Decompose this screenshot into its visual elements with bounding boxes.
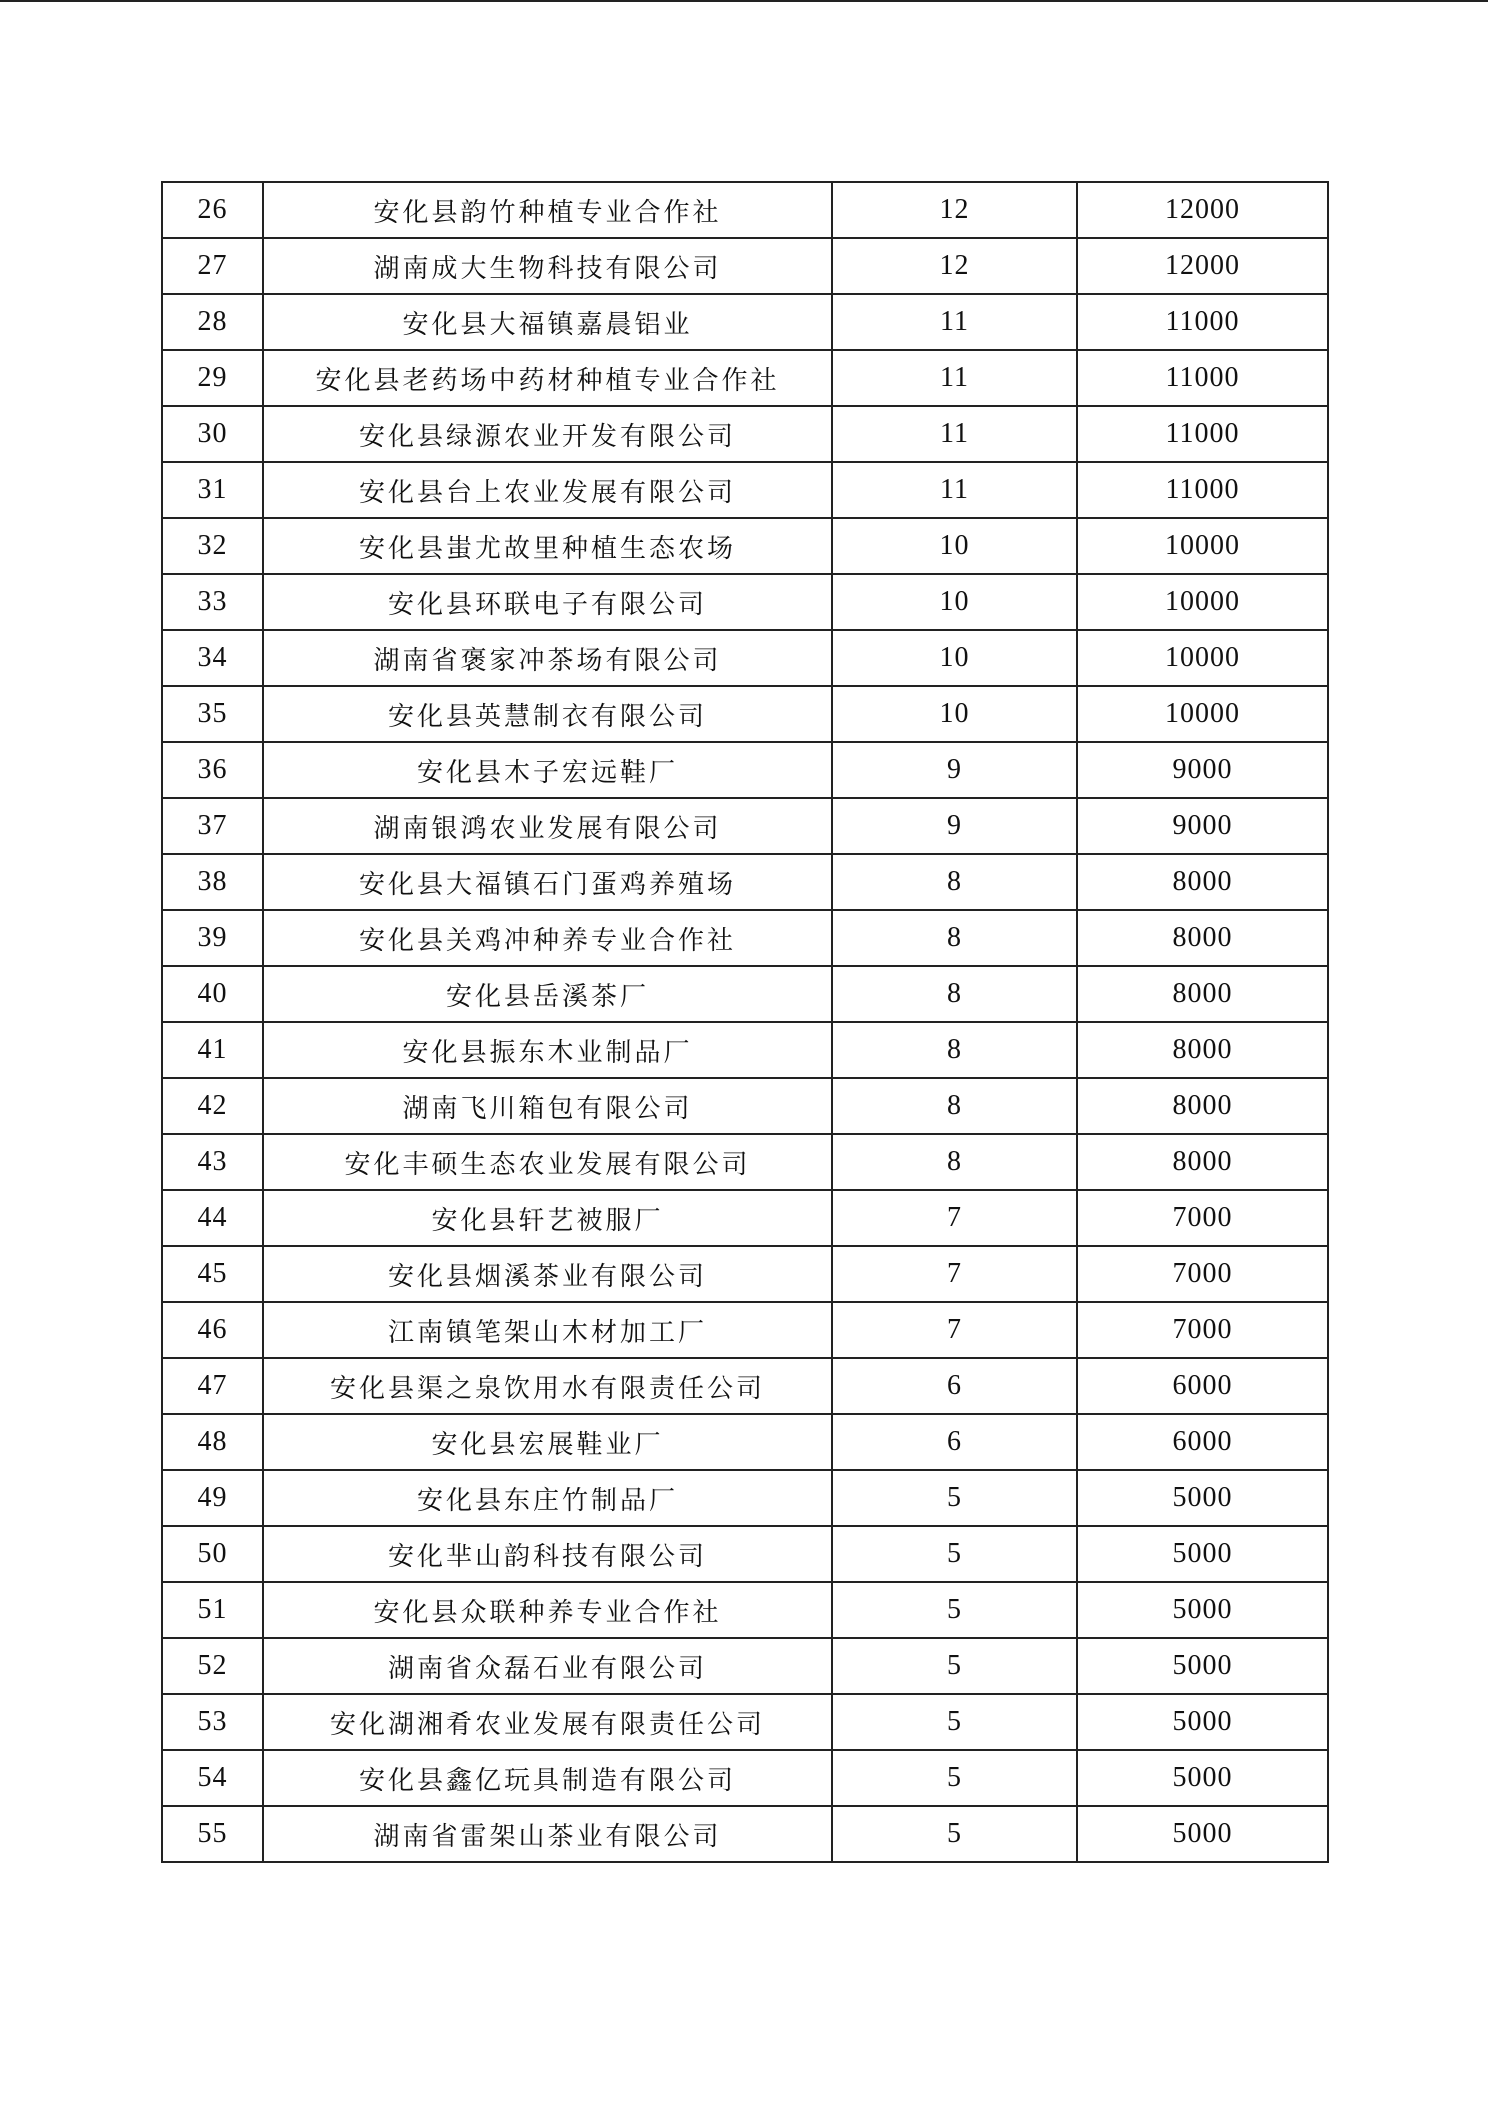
- count-cell: 8: [832, 966, 1077, 1022]
- table-row: [162, 1582, 1328, 1638]
- row-index-cell: 41: [162, 1022, 263, 1078]
- table-row: [162, 574, 1328, 630]
- count-cell: 10: [832, 518, 1077, 574]
- table-row: [162, 406, 1328, 462]
- count-cell: 5: [832, 1638, 1077, 1694]
- company-name-cell: 安化县众联种养专业合作社: [263, 1582, 832, 1638]
- row-index-cell: 54: [162, 1750, 263, 1806]
- amount-cell: 5000: [1077, 1526, 1328, 1582]
- company-name-cell: 安化县英慧制衣有限公司: [263, 686, 832, 742]
- count-cell: 5: [832, 1582, 1077, 1638]
- count-cell: 8: [832, 1022, 1077, 1078]
- row-index-cell: 48: [162, 1414, 263, 1470]
- amount-cell: 8000: [1077, 1022, 1328, 1078]
- count-cell: 12: [832, 238, 1077, 294]
- table-row: [162, 686, 1328, 742]
- count-cell: 8: [832, 910, 1077, 966]
- table-row: [162, 1526, 1328, 1582]
- row-index-cell: 27: [162, 238, 263, 294]
- amount-cell: 7000: [1077, 1302, 1328, 1358]
- page-top-border: [0, 0, 1488, 2]
- company-name-cell: 安化县绿源农业开发有限公司: [263, 406, 832, 462]
- company-name-cell: 安化县蚩尤故里种植生态农场: [263, 518, 832, 574]
- amount-cell: 10000: [1077, 574, 1328, 630]
- count-cell: 5: [832, 1470, 1077, 1526]
- table-row: [162, 798, 1328, 854]
- count-cell: 8: [832, 1078, 1077, 1134]
- row-index-cell: 32: [162, 518, 263, 574]
- company-name-cell: 安化县木子宏远鞋厂: [263, 742, 832, 798]
- company-name-cell: 湖南飞川箱包有限公司: [263, 1078, 832, 1134]
- row-index-cell: 46: [162, 1302, 263, 1358]
- amount-cell: 7000: [1077, 1190, 1328, 1246]
- count-cell: 5: [832, 1694, 1077, 1750]
- count-cell: 11: [832, 350, 1077, 406]
- table-row: [162, 1246, 1328, 1302]
- amount-cell: 6000: [1077, 1358, 1328, 1414]
- count-cell: 5: [832, 1526, 1077, 1582]
- table-row: [162, 518, 1328, 574]
- table-row: [162, 1750, 1328, 1806]
- table-row: [162, 1190, 1328, 1246]
- row-index-cell: 35: [162, 686, 263, 742]
- company-name-cell: 安化县渠之泉饮用水有限责任公司: [263, 1358, 832, 1414]
- table-body: [162, 182, 1328, 1862]
- table-row: [162, 1638, 1328, 1694]
- table-row: [162, 238, 1328, 294]
- company-name-cell: 安化县老药场中药材种植专业合作社: [263, 350, 832, 406]
- table-row: [162, 1078, 1328, 1134]
- count-cell: 7: [832, 1246, 1077, 1302]
- row-index-cell: 55: [162, 1806, 263, 1862]
- row-index-cell: 43: [162, 1134, 263, 1190]
- amount-cell: 6000: [1077, 1414, 1328, 1470]
- amount-cell: 11000: [1077, 350, 1328, 406]
- amount-cell: 5000: [1077, 1582, 1328, 1638]
- amount-cell: 11000: [1077, 294, 1328, 350]
- amount-cell: 12000: [1077, 182, 1328, 238]
- row-index-cell: 47: [162, 1358, 263, 1414]
- amount-cell: 8000: [1077, 1134, 1328, 1190]
- row-index-cell: 38: [162, 854, 263, 910]
- row-index-cell: 52: [162, 1638, 263, 1694]
- amount-cell: 8000: [1077, 854, 1328, 910]
- company-name-cell: 湖南成大生物科技有限公司: [263, 238, 832, 294]
- table-row: [162, 910, 1328, 966]
- table-row: [162, 350, 1328, 406]
- table-row: [162, 966, 1328, 1022]
- row-index-cell: 30: [162, 406, 263, 462]
- enterprise-table: [161, 181, 1329, 1863]
- row-index-cell: 26: [162, 182, 263, 238]
- count-cell: 9: [832, 742, 1077, 798]
- row-index-cell: 51: [162, 1582, 263, 1638]
- amount-cell: 9000: [1077, 742, 1328, 798]
- amount-cell: 8000: [1077, 1078, 1328, 1134]
- company-name-cell: 安化丰硕生态农业发展有限公司: [263, 1134, 832, 1190]
- company-name-cell: 江南镇笔架山木材加工厂: [263, 1302, 832, 1358]
- row-index-cell: 29: [162, 350, 263, 406]
- company-name-cell: 安化县环联电子有限公司: [263, 574, 832, 630]
- count-cell: 9: [832, 798, 1077, 854]
- row-index-cell: 49: [162, 1470, 263, 1526]
- company-name-cell: 安化芈山韵科技有限公司: [263, 1526, 832, 1582]
- table-row: [162, 854, 1328, 910]
- count-cell: 10: [832, 630, 1077, 686]
- company-name-cell: 安化县振东木业制品厂: [263, 1022, 832, 1078]
- table-row: [162, 462, 1328, 518]
- company-name-cell: 安化县台上农业发展有限公司: [263, 462, 832, 518]
- company-name-cell: 湖南银鸿农业发展有限公司: [263, 798, 832, 854]
- table-row: [162, 1414, 1328, 1470]
- company-name-cell: 安化县轩艺被服厂: [263, 1190, 832, 1246]
- table-row: [162, 1022, 1328, 1078]
- table-row: [162, 1806, 1328, 1862]
- count-cell: 10: [832, 574, 1077, 630]
- company-name-cell: 安化县大福镇石门蛋鸡养殖场: [263, 854, 832, 910]
- company-name-cell: 安化县韵竹种植专业合作社: [263, 182, 832, 238]
- amount-cell: 10000: [1077, 630, 1328, 686]
- amount-cell: 5000: [1077, 1694, 1328, 1750]
- amount-cell: 11000: [1077, 406, 1328, 462]
- count-cell: 11: [832, 294, 1077, 350]
- company-name-cell: 安化县鑫亿玩具制造有限公司: [263, 1750, 832, 1806]
- amount-cell: 5000: [1077, 1470, 1328, 1526]
- company-name-cell: 安化县岳溪茶厂: [263, 966, 832, 1022]
- count-cell: 8: [832, 1134, 1077, 1190]
- row-index-cell: 36: [162, 742, 263, 798]
- table-row: [162, 1134, 1328, 1190]
- amount-cell: 10000: [1077, 518, 1328, 574]
- company-name-cell: 安化县宏展鞋业厂: [263, 1414, 832, 1470]
- company-name-cell: 安化县大福镇嘉晨铝业: [263, 294, 832, 350]
- count-cell: 12: [832, 182, 1077, 238]
- company-name-cell: 安化县烟溪茶业有限公司: [263, 1246, 832, 1302]
- amount-cell: 5000: [1077, 1750, 1328, 1806]
- table-row: [162, 630, 1328, 686]
- table-row: [162, 1302, 1328, 1358]
- amount-cell: 5000: [1077, 1806, 1328, 1862]
- row-index-cell: 28: [162, 294, 263, 350]
- amount-cell: 8000: [1077, 910, 1328, 966]
- row-index-cell: 40: [162, 966, 263, 1022]
- count-cell: 5: [832, 1750, 1077, 1806]
- count-cell: 8: [832, 854, 1077, 910]
- row-index-cell: 44: [162, 1190, 263, 1246]
- amount-cell: 10000: [1077, 686, 1328, 742]
- table-row: [162, 294, 1328, 350]
- count-cell: 5: [832, 1806, 1077, 1862]
- amount-cell: 7000: [1077, 1246, 1328, 1302]
- company-name-cell: 安化县关鸡冲种养专业合作社: [263, 910, 832, 966]
- count-cell: 11: [832, 406, 1077, 462]
- amount-cell: 8000: [1077, 966, 1328, 1022]
- row-index-cell: 50: [162, 1526, 263, 1582]
- amount-cell: 12000: [1077, 238, 1328, 294]
- count-cell: 7: [832, 1302, 1077, 1358]
- company-name-cell: 安化县东庄竹制品厂: [263, 1470, 832, 1526]
- company-name-cell: 湖南省众磊石业有限公司: [263, 1638, 832, 1694]
- count-cell: 7: [832, 1190, 1077, 1246]
- row-index-cell: 42: [162, 1078, 263, 1134]
- amount-cell: 5000: [1077, 1638, 1328, 1694]
- row-index-cell: 45: [162, 1246, 263, 1302]
- table-row: [162, 1358, 1328, 1414]
- row-index-cell: 53: [162, 1694, 263, 1750]
- company-name-cell: 湖南省雷架山茶业有限公司: [263, 1806, 832, 1862]
- row-index-cell: 34: [162, 630, 263, 686]
- row-index-cell: 37: [162, 798, 263, 854]
- row-index-cell: 31: [162, 462, 263, 518]
- row-index-cell: 33: [162, 574, 263, 630]
- count-cell: 11: [832, 462, 1077, 518]
- company-name-cell: 安化湖湘肴农业发展有限责任公司: [263, 1694, 832, 1750]
- table-row: [162, 1694, 1328, 1750]
- table-row: [162, 742, 1328, 798]
- table-row: [162, 1470, 1328, 1526]
- company-name-cell: 湖南省褒家冲茶场有限公司: [263, 630, 832, 686]
- count-cell: 6: [832, 1358, 1077, 1414]
- row-index-cell: 39: [162, 910, 263, 966]
- amount-cell: 11000: [1077, 462, 1328, 518]
- table-row: [162, 182, 1328, 238]
- count-cell: 10: [832, 686, 1077, 742]
- amount-cell: 9000: [1077, 798, 1328, 854]
- count-cell: 6: [832, 1414, 1077, 1470]
